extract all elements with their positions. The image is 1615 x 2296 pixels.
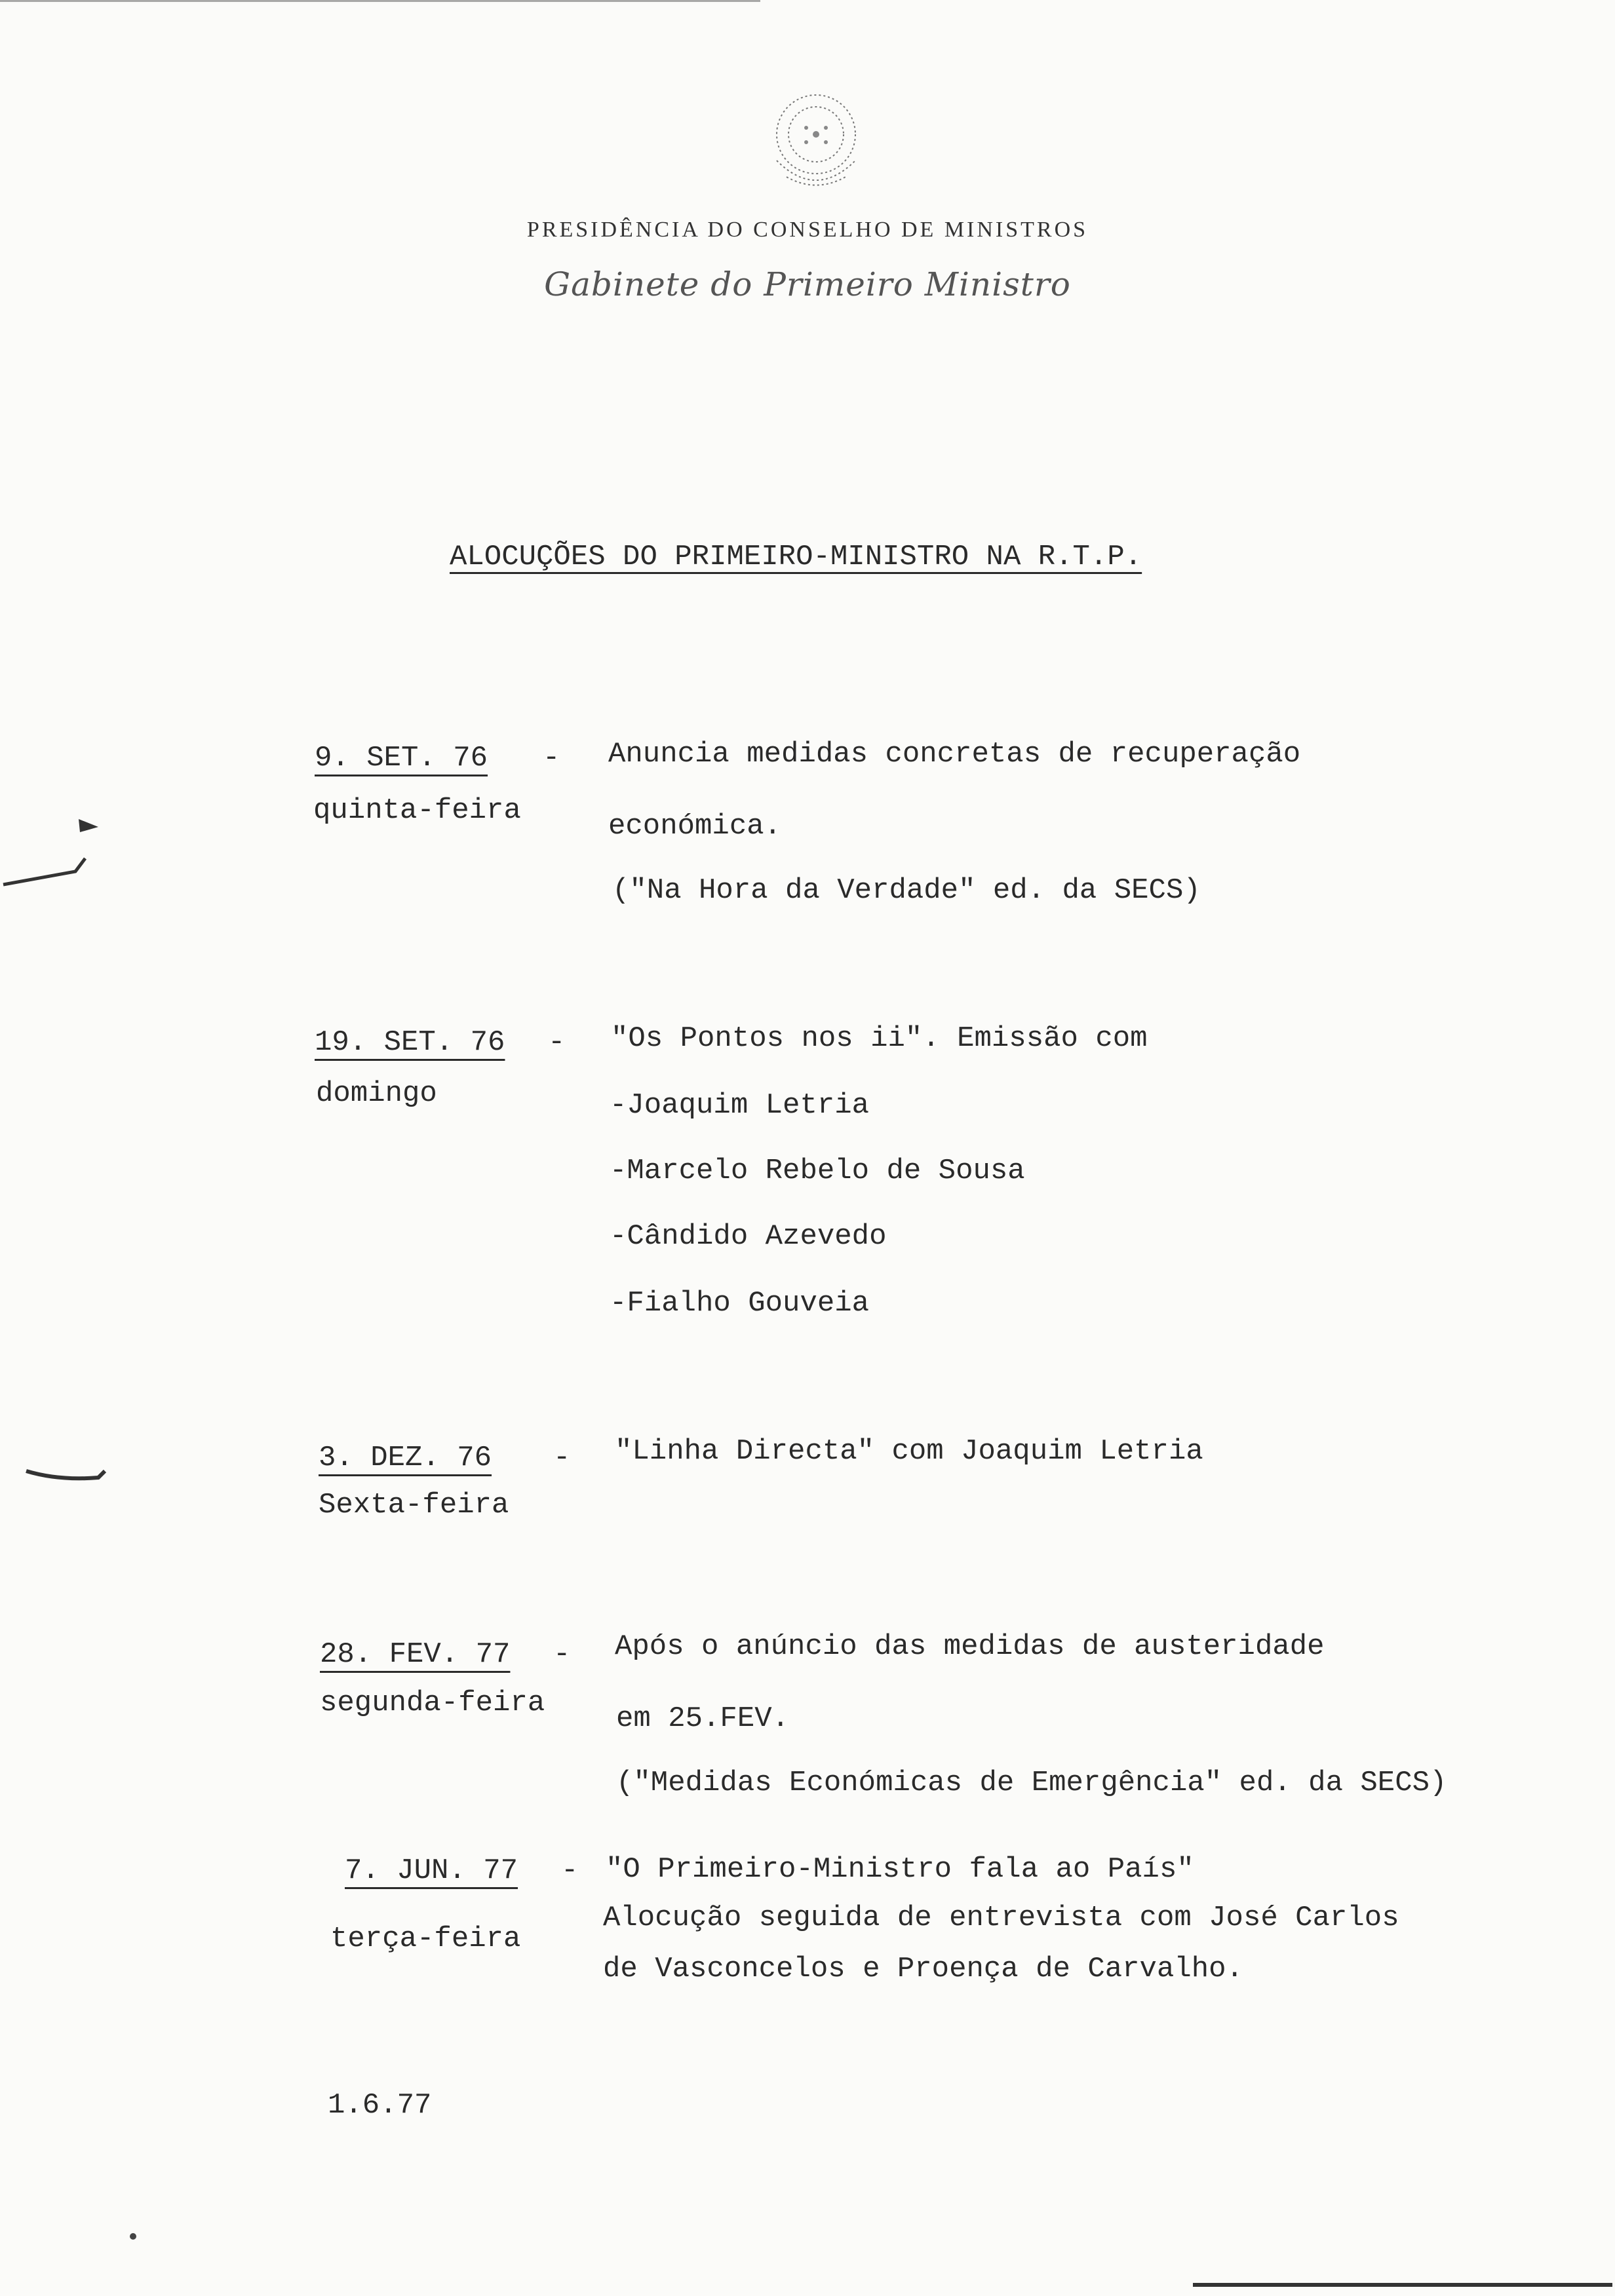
entry-weekday: segunda-feira	[320, 1687, 545, 1719]
entry-line: em 25.FEV.	[616, 1702, 790, 1735]
entry-dash: -	[561, 1854, 579, 1887]
entry-line: "O Primeiro-Ministro fala ao País"	[606, 1853, 1194, 1886]
entry-line: "Os Pontos nos ii". Emissão com	[611, 1022, 1148, 1055]
entry-line: "Linha Directa" com Joaquim Letria	[615, 1435, 1203, 1468]
cabinet-handwritten-subtitle: Gabinete do Primeiro Ministro	[544, 265, 1071, 303]
page-dot-mark	[130, 2233, 136, 2240]
entry-line: económica.	[608, 810, 782, 843]
entry-weekday: domingo	[316, 1077, 437, 1110]
entry-date: 28. FEV. 77	[320, 1638, 511, 1671]
entry-line: de Vasconcelos e Proença de Carvalho.	[603, 1953, 1243, 1985]
entry-line: ("Medidas Económicas de Emergência" ed. da SECS)	[616, 1767, 1447, 1799]
entry-line: -Joaquim Letria	[610, 1089, 870, 1122]
document-title: ALOCUÇÕES DO PRIMEIRO-MINISTRO NA R.T.P.	[450, 541, 1142, 573]
entry-line: Anuncia medidas concretas de recuperação	[608, 738, 1301, 771]
entry-date: 9. SET. 76	[315, 742, 488, 775]
entry-line: ("Na Hora da Verdade" ed. da SECS)	[612, 874, 1201, 907]
entry-line: Alocução seguida de entrevista com José Carlos	[603, 1902, 1399, 1934]
footer-date: 1.6.77	[328, 2089, 432, 2122]
entry-line: Após o anúncio das medidas de austeridade	[615, 1630, 1325, 1663]
entry-dash: -	[553, 1638, 571, 1671]
coat-of-arms-seal-icon	[760, 88, 872, 200]
entry-weekday: Sexta-feira	[319, 1489, 509, 1521]
entry-line: -Marcelo Rebelo de Sousa	[610, 1155, 1025, 1187]
entry-dash: -	[543, 742, 560, 775]
institution-header: PRESIDÊNCIA DO CONSELHO DE MINISTROS	[526, 218, 1089, 242]
margin-stroke-mark-icon	[20, 1455, 111, 1494]
bottom-scan-edge-line	[1193, 2283, 1612, 2287]
entry-date: 7. JUN. 77	[345, 1854, 518, 1887]
margin-arrow-mark-icon	[0, 813, 105, 891]
entry-dash: -	[548, 1026, 566, 1059]
entry-date: 3. DEZ. 76	[319, 1442, 492, 1474]
entry-line: -Fialho Gouveia	[610, 1287, 870, 1320]
scan-edge-line	[0, 0, 760, 2]
entry-dash: -	[553, 1442, 571, 1474]
entry-weekday: quinta-feira	[313, 794, 521, 827]
entry-weekday: terça-feira	[330, 1923, 521, 1955]
entry-line: -Cândido Azevedo	[610, 1220, 887, 1253]
entry-date: 19. SET. 76	[315, 1026, 505, 1059]
